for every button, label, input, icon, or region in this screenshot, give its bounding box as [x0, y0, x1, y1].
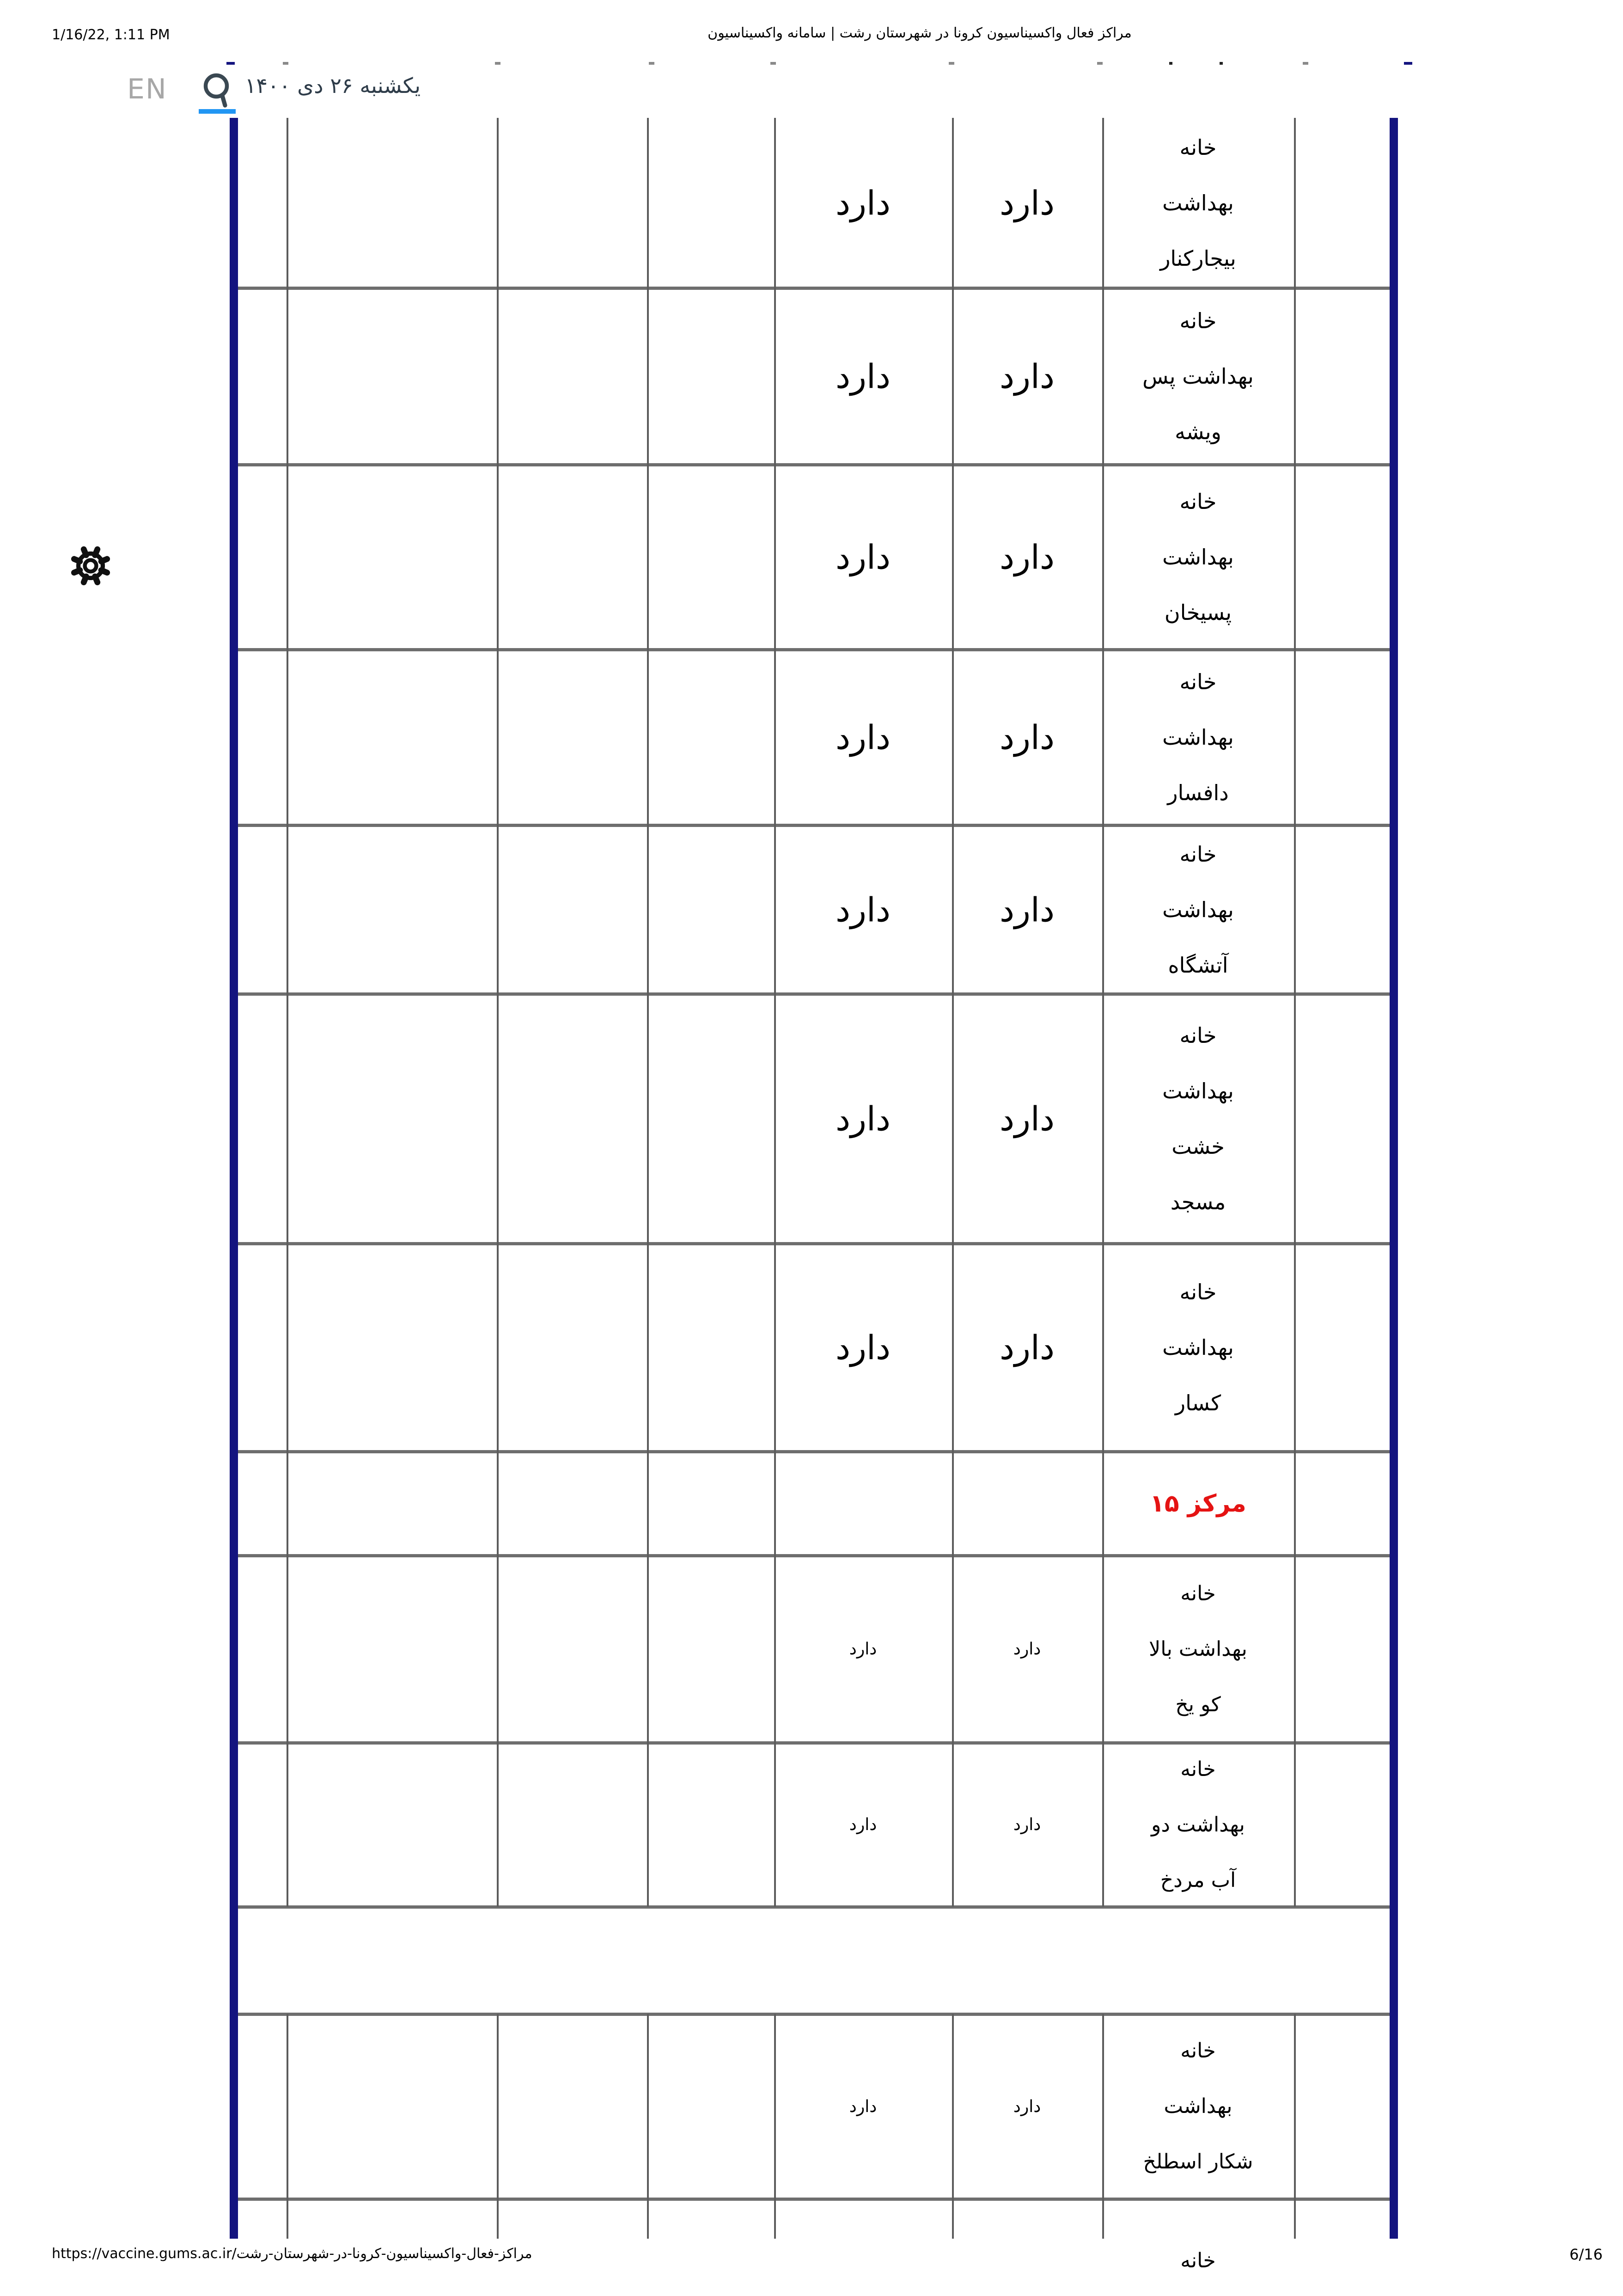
status-cell [952, 2014, 1102, 2199]
status-value: دارد [1000, 1328, 1055, 1367]
center-name-line: خانه [1179, 489, 1217, 514]
page-break-artifact [1169, 62, 1172, 65]
center-name-line: بهداشت [1162, 725, 1234, 750]
print-header-title: مراکز فعال واکسیناسیون کرونا در شهرستان رشت | سامانه واکسیناسیون [708, 25, 1132, 41]
center-name-line: بهداشت دو [1151, 1812, 1245, 1837]
status-value: دارد [1000, 1099, 1055, 1138]
status-value: دارد [836, 538, 891, 576]
page-break-artifact [495, 62, 500, 65]
status-cell [952, 994, 1102, 1243]
status-value: دارد [836, 184, 891, 222]
status-cell [774, 2014, 952, 2199]
status-value: دارد [836, 357, 891, 396]
center-name-line: خانه [1180, 2039, 1216, 2063]
group-row-text: مرکز ۱۵ [1150, 1489, 1246, 1518]
center-name-line: خانه [1180, 1581, 1216, 1605]
table-navy-edge-bar [1390, 118, 1398, 2239]
status-cell [774, 1743, 952, 1907]
center-name-line: بهداشت [1162, 897, 1234, 922]
table-column-border [497, 2014, 499, 2239]
jalali-date-label: یکشنبه ۲۶ دی ۱۴۰۰ [244, 73, 421, 98]
status-cell [952, 118, 1102, 288]
status-cell [952, 649, 1102, 825]
center-name-cell [1102, 118, 1294, 288]
center-name-cell [1102, 288, 1294, 465]
center-name-line: پسیخان [1164, 600, 1232, 625]
center-name-line: دافسار [1167, 780, 1229, 805]
language-switch-en[interactable]: EN [127, 73, 167, 105]
status-value: دارد [836, 718, 891, 757]
status-value: دارد [1000, 718, 1055, 757]
table-navy-edge-bar [230, 118, 238, 2239]
status-cell [952, 1743, 1102, 1907]
center-name-cell [1102, 1243, 1294, 1451]
status-value: دارد [849, 1640, 877, 1659]
table-column-border [1294, 118, 1296, 1907]
page-break-artifact [283, 62, 288, 65]
status-value: دارد [849, 2097, 877, 2116]
status-value: دارد [1013, 1815, 1041, 1834]
center-name-line: کسار [1175, 1390, 1221, 1415]
page-break-artifact [649, 62, 654, 65]
status-value: دارد [1000, 538, 1055, 576]
table-column-border [287, 2014, 288, 2239]
center-name-cell [1102, 1743, 1294, 1907]
cut-off-row-cell [1102, 2199, 1294, 2272]
page-break-artifact [1303, 62, 1308, 65]
center-name-cell [1102, 994, 1294, 1243]
status-cell [774, 649, 952, 825]
page-break-artifact [1097, 62, 1103, 65]
page-break-artifact [949, 62, 954, 65]
status-cell [774, 118, 952, 288]
status-value: دارد [1000, 184, 1055, 222]
status-cell [774, 994, 952, 1243]
center-name-line: خانه [1179, 841, 1217, 867]
status-value: دارد [1013, 2097, 1041, 2116]
page-break-artifact [1220, 62, 1223, 65]
page-break-artifact [770, 62, 776, 65]
status-cell [774, 825, 952, 994]
center-name-line: شکار اسطلخ [1143, 2150, 1253, 2174]
page-break-artifact [1404, 62, 1412, 65]
center-name-line: خانه [1180, 1757, 1216, 1781]
status-value: دارد [1000, 357, 1055, 396]
center-name-cell [1102, 1555, 1294, 1743]
center-name-line: بهداشت پس [1142, 364, 1254, 389]
status-cell [774, 288, 952, 465]
status-cell [952, 465, 1102, 649]
center-name-line: آتشگاه [1168, 952, 1228, 978]
table-column-border [287, 118, 288, 1907]
table-column-border [647, 118, 649, 1907]
table-column-border [497, 118, 499, 1907]
print-header-datetime: 1/16/22, 1:11 PM [52, 27, 170, 43]
center-name-line: مسجد [1170, 1189, 1226, 1214]
center-name-cell [1102, 2014, 1294, 2199]
status-value: دارد [836, 890, 891, 929]
center-name-line: خشت [1171, 1134, 1225, 1159]
status-cell [774, 1243, 952, 1451]
center-name-line: خانه [1179, 308, 1217, 333]
center-name-line: کو یخ [1175, 1692, 1221, 1716]
center-name-line: بهداشت بالا [1149, 1637, 1247, 1661]
center-name-line: بهداشت [1162, 1078, 1234, 1103]
center-name-line: خانه [1179, 135, 1217, 160]
center-name-line: بهداشت [1162, 545, 1234, 569]
page-break-artifact [226, 62, 235, 65]
table-column-border [1294, 2014, 1296, 2239]
center-name-line: خانه [1179, 1280, 1217, 1304]
center-name-line: بهداشت [1162, 190, 1234, 215]
status-cell [952, 1555, 1102, 1743]
status-cell [774, 465, 952, 649]
status-cell [952, 825, 1102, 994]
center-name-line: ویشه [1175, 419, 1221, 444]
center-name-line: آب مردخ [1160, 1868, 1236, 1892]
center-name-cell [1102, 465, 1294, 649]
table-column-border [647, 2014, 649, 2239]
center-name-line: بهداشت [1164, 2094, 1233, 2118]
center-name-line: خانه [1179, 669, 1217, 694]
group-row-label [1102, 1451, 1294, 1555]
center-name-line: خانه [1179, 1023, 1217, 1048]
center-name-line: بهداشت [1162, 1335, 1234, 1360]
center-name-cell [1102, 649, 1294, 825]
cut-off-row-text: خانه [1180, 2249, 1216, 2272]
center-name-cell [1102, 825, 1294, 994]
status-value: دارد [849, 1815, 877, 1834]
print-footer-url: https://vaccine.gums.ac.ir/مراکز-فعال-واکسیناسیون-کرونا-در-شهرستان-رشت [52, 2246, 532, 2262]
status-cell [774, 1555, 952, 1743]
status-value: دارد [1000, 890, 1055, 929]
status-value: دارد [836, 1328, 891, 1367]
center-name-line: بیجارکنار [1160, 246, 1236, 271]
print-footer-page-number: 6/16 [1569, 2246, 1603, 2263]
status-value: دارد [836, 1099, 891, 1138]
status-cell [952, 288, 1102, 465]
status-cell [952, 1243, 1102, 1451]
status-value: دارد [1013, 1640, 1041, 1659]
